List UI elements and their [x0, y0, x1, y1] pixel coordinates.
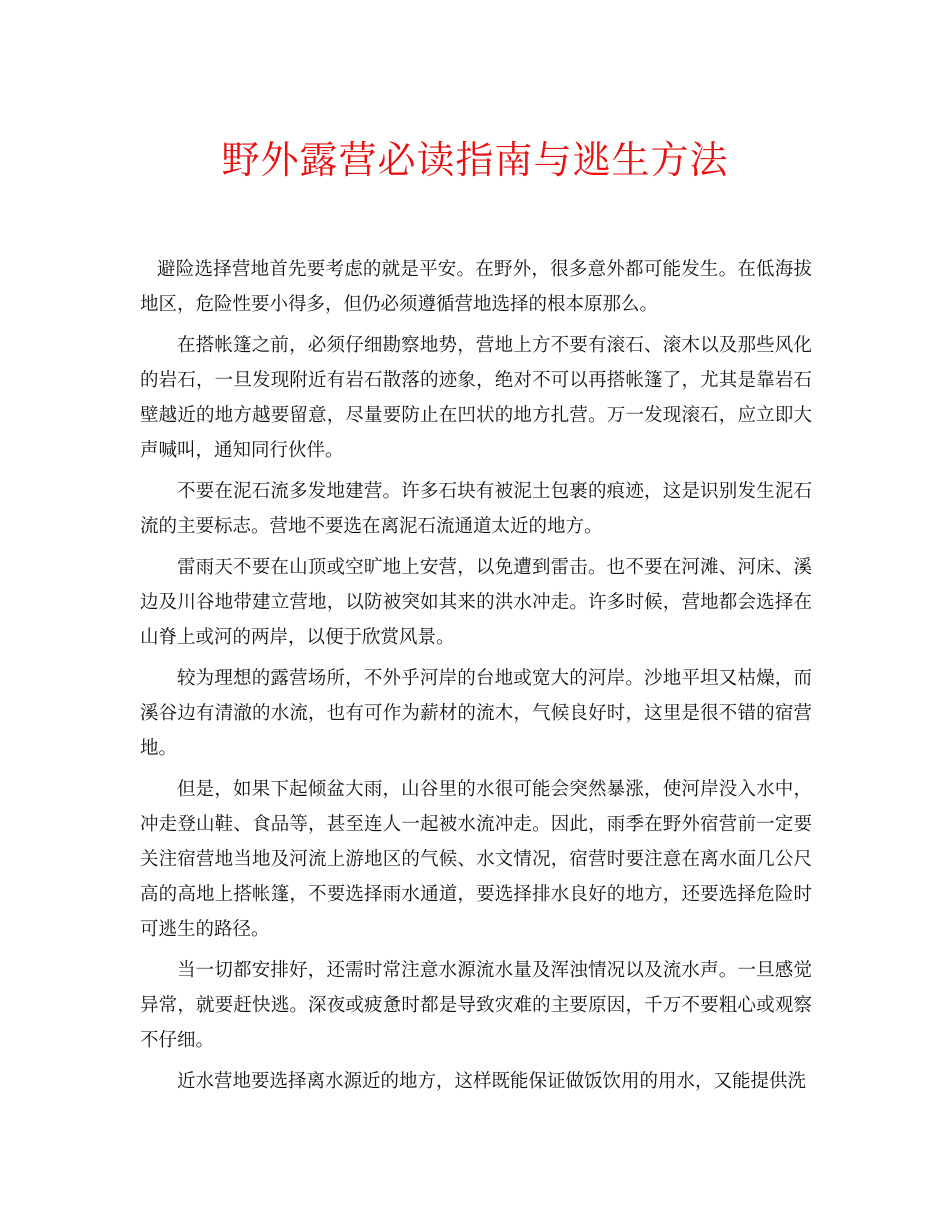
- document-title: 野外露营必读指南与逃生方法: [221, 138, 729, 182]
- paragraph-7: 当一切都安排好，还需时常注意水源流水量及浑浊情况以及流水声。一旦感觉异常，就要赶快逃。深夜或疲惫时都是导致灾难的主要原因，千万不要粗心或观察不仔细。: [140, 960, 812, 1051]
- paragraph-5: 较为理想的露营场所，不外乎河岸的台地或宽大的河岸。沙地平坦又枯燥，而溪谷边有清澈的水流，也有可作为薪材的流木，气候良好时，这里是很不错的宿营地。: [140, 668, 812, 759]
- paragraph-6: 但是，如果下起倾盆大雨，山谷里的水很可能会突然暴涨，使河岸没入水中，冲走登山鞋、食品等，甚至连人一起被水流冲走。因此，雨季在野外宿营前一定要关注宿营地当地及河流上游地区的气候、水文情况，宿营时要注意在离水面几公尺高的高地上搭帐篷，不要选择雨水通道，要选择排水良好的地方，还要选择危险时可逃生的路径。: [140, 779, 812, 940]
- paragraph-1: 避险选择营地首先要考虑的就是平安。在野外，很多意外都可能发生。在低海拔地区，危险性要小得多，但仍必须遵循营地选择的根本原那么。: [140, 259, 812, 315]
- paragraph-8: 近水营地要选择离水源近的地方，这样既能保证做饭饮用的用水，又能提供洗: [177, 1071, 807, 1092]
- paragraph-4: 雷雨天不要在山顶或空旷地上安营，以免遭到雷击。也不要在河滩、河床、溪边及川谷地带建立营地，以防被突如其来的洪水冲走。许多时候，营地都会选择在山脊上或河的两岸，以便于欣赏风景。: [140, 557, 812, 648]
- paragraph-3: 不要在泥石流多发地建营。许多石块有被泥土包裹的痕迹，这是识别发生泥石流的主要标志。营地不要选在离泥石流通道太近的地方。: [140, 481, 812, 537]
- paragraph-2: 在搭帐篷之前，必须仔细勘察地势，营地上方不要有滚石、滚木以及那些风化的岩石，一旦发现附近有岩石散落的迹象，绝对不可以再搭帐篷了，尤其是靠岩石壁越近的地方越要留意，尽量要防止在凹状的地方扎营。万一发现滚石，应立即大声喊叫，通知同行伙伴。: [140, 335, 812, 461]
- document-body: [140, 252, 812, 1105]
